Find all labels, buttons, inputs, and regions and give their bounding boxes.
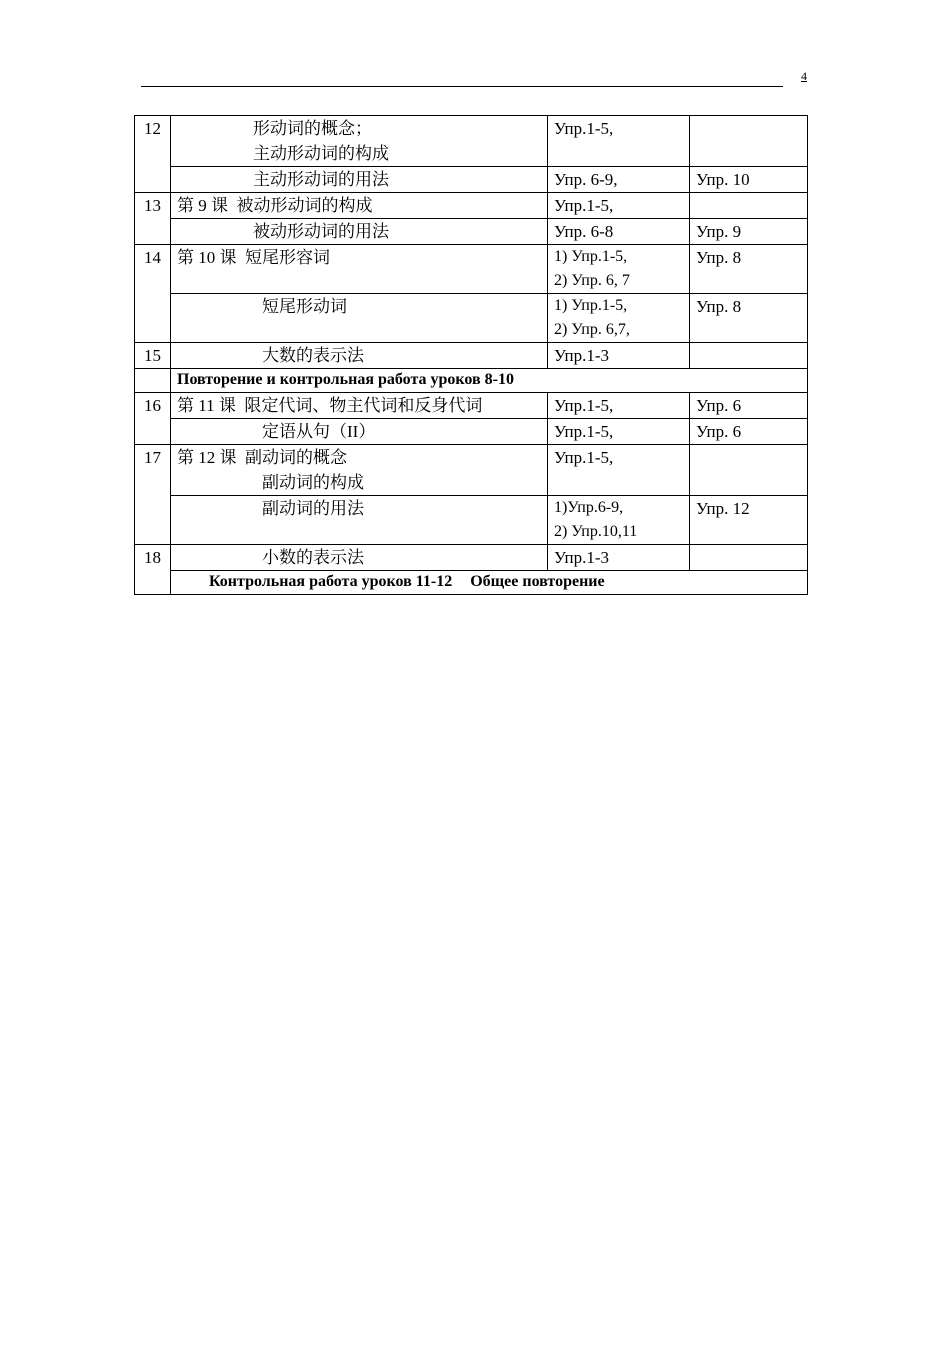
topic-cell: [171, 294, 548, 343]
topic-text: 被动形动词的构成: [236, 196, 373, 215]
topic-text: 副动词的用法: [262, 499, 364, 518]
topic-text: 定语从句（II）: [262, 422, 376, 441]
exercise-text: 1)Упр.6-9,: [554, 499, 624, 516]
table-row: [135, 393, 808, 419]
topic-cell: [171, 496, 548, 545]
review-label: Общее повторение: [470, 573, 605, 590]
lesson-label: 第 9 课: [177, 196, 228, 215]
exercise-text: 2) Упр. 6,7,: [554, 321, 630, 338]
topic-text: 短尾形动词: [262, 297, 347, 316]
row-number: 12: [135, 116, 171, 193]
topic-cell: [171, 445, 548, 496]
lesson-label: 第 12 课: [177, 448, 237, 467]
topic-cell: [171, 245, 548, 294]
row-number: 16: [135, 393, 171, 445]
homework-cell: Упр. 8: [690, 294, 808, 343]
review-row-text: Повторение и контрольная работа уроков 8-10: [171, 369, 808, 393]
topic-cell: [171, 193, 548, 219]
topic-cell: [171, 343, 548, 369]
topic-text: 被动形动词的用法: [253, 222, 389, 241]
exercise-cell: Упр.1-5,: [548, 419, 690, 445]
row-number: [135, 369, 171, 393]
row-number: 17: [135, 445, 171, 545]
topic-text: 限定代词、物主代词和反身代词: [244, 396, 483, 415]
row-number: 14: [135, 245, 171, 343]
exercise-text: 2) Упр.10,11: [554, 523, 638, 540]
homework-cell: Упр. 12: [690, 496, 808, 545]
topic-cell: [171, 219, 548, 245]
homework-cell: Упр. 6: [690, 393, 808, 419]
exercise-cell: Упр. 6-9,: [548, 167, 690, 193]
table-row: [135, 116, 808, 167]
table-row: [135, 245, 808, 294]
exercise-cell: Упр.1-5,: [548, 445, 690, 496]
topic-text: 大数的表示法: [262, 346, 364, 365]
test-label: Контрольная работа уроков 11-12: [209, 573, 453, 590]
table-row: [135, 496, 808, 545]
exercise-cell: Упр.1-3: [548, 343, 690, 369]
homework-cell: [690, 545, 808, 571]
table-row: [135, 419, 808, 445]
exercise-cell: Упр.1-5,: [548, 393, 690, 419]
exercise-cell: Упр. 6-8: [548, 219, 690, 245]
topic-cell: [171, 393, 548, 419]
topic-text: 副动词的概念: [245, 448, 347, 467]
topic-text: 主动形动词的用法: [253, 170, 389, 189]
exercise-text: 2) Упр. 6, 7: [554, 272, 630, 289]
topic-cell: [171, 419, 548, 445]
exercise-cell: [548, 245, 690, 294]
topic-cell: [171, 545, 548, 571]
homework-cell: [690, 193, 808, 219]
row-number: 18: [135, 545, 171, 595]
table-row: [135, 219, 808, 245]
exercise-cell: [548, 496, 690, 545]
exercise-cell: Упр.1-5,: [548, 116, 690, 167]
table-row: [135, 167, 808, 193]
lesson-label: 第 10 课: [177, 248, 237, 267]
topic-text: 短尾形容词: [245, 248, 330, 267]
homework-cell: Упр. 9: [690, 219, 808, 245]
table-row: [135, 545, 808, 571]
homework-cell: [690, 343, 808, 369]
review-row-text: [171, 571, 808, 595]
exercise-cell: Упр.1-3: [548, 545, 690, 571]
table-row: [135, 445, 808, 496]
topic-cell: [171, 116, 548, 167]
topic-text: 小数的表示法: [262, 548, 364, 567]
table-row: [135, 193, 808, 219]
exercise-text: 1) Упр.1-5,: [554, 248, 628, 265]
row-number: 15: [135, 343, 171, 369]
homework-cell: [690, 445, 808, 496]
topic-text: 主动形动词的构成: [253, 144, 389, 163]
row-number: 13: [135, 193, 171, 245]
table-row: [135, 369, 808, 393]
homework-cell: [690, 116, 808, 167]
lesson-label: 第 11 课: [177, 396, 236, 415]
topic-text: 形动词的概念；: [253, 119, 372, 138]
table-row: [135, 294, 808, 343]
homework-cell: Упр. 6: [690, 419, 808, 445]
homework-cell: Упр. 8: [690, 245, 808, 294]
table-row: [135, 343, 808, 369]
exercise-cell: [548, 294, 690, 343]
table-row: [135, 571, 808, 595]
header-rule: [141, 86, 783, 87]
lesson-schedule-table: [134, 115, 808, 595]
exercise-cell: Упр.1-5,: [548, 193, 690, 219]
topic-text: 副动词的构成: [262, 473, 364, 492]
topic-cell: [171, 167, 548, 193]
page-number: 4: [801, 69, 807, 83]
exercise-text: 1) Упр.1-5,: [554, 297, 628, 314]
homework-cell: Упр. 10: [690, 167, 808, 193]
